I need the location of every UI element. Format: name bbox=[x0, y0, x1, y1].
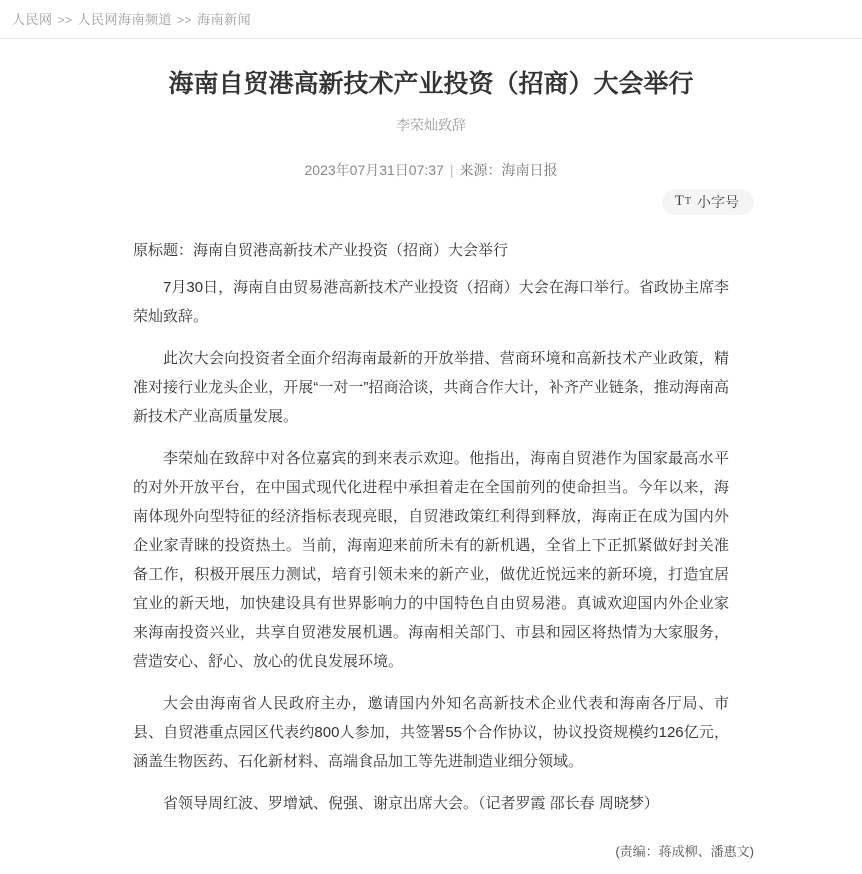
article-paragraph: 7月30日，海南自由贸易港高新技术产业投资（招商）大会在海口举行。省政协主席李荣灿致辞。 bbox=[133, 279, 729, 325]
breadcrumb-link-hainan-news[interactable]: 海南新闻 bbox=[197, 12, 252, 27]
editor-credit: (责编：蒋成柳、潘惠文) bbox=[615, 844, 754, 859]
breadcrumb bbox=[0, 0, 862, 39]
breadcrumb-link-hainan-channel[interactable]: 人民网海南频道 bbox=[77, 12, 173, 27]
breadcrumb-link-peoples-daily[interactable]: 人民网 bbox=[12, 12, 53, 27]
article-body bbox=[108, 236, 754, 818]
font-size-label: 小字号 bbox=[697, 193, 739, 210]
breadcrumb-separator: >> bbox=[177, 13, 193, 27]
article-meta bbox=[108, 160, 754, 180]
font-size-button[interactable] bbox=[662, 189, 754, 215]
breadcrumb-separator: >> bbox=[57, 13, 73, 27]
article-paragraph: 此次大会向投资者全面介绍海南最新的开放举措、营商环境和高新技术产业政策，精准对接行业龙头企业，开展“一对一”招商洽谈，共商合作大计，补齐产业链条，推动海南高新技术产业高质量发展。 bbox=[133, 350, 729, 425]
font-size-icon: T bbox=[674, 193, 684, 209]
article bbox=[108, 39, 754, 874]
article-subtitle: 李荣灿致辞 bbox=[396, 117, 466, 133]
publish-date: 2023年07月31日07:37 bbox=[304, 162, 444, 178]
meta-separator: | bbox=[449, 162, 454, 178]
page-title: 海南自贸港高新技术产业投资（招商）大会举行 bbox=[168, 70, 694, 98]
font-size-icon: T bbox=[684, 195, 691, 207]
article-paragraph: 省领导周红波、罗增斌、倪强、谢京出席大会。（记者罗霞 邵长春 周晓梦） bbox=[163, 795, 659, 812]
article-toolbar bbox=[108, 189, 754, 215]
article-paragraph: 大会由海南省人民政府主办，邀请国内外知名高新技术企业代表和海南各厅局、市县、自贸港重点园区代表约800人参加，共签署55个合作协议，协议投资规模约126亿元，涵盖生物医药、石化新材料、高端食品加工等先进制造业细分领域。 bbox=[133, 695, 729, 770]
article-paragraph: 李荣灿在致辞中对各位嘉宾的到来表示欢迎。他指出，海南自贸港作为国家最高水平的对外开放平台，在中国式现代化进程中承担着走在全国前列的使命担当。今年以来，海南体现外向型特征的经济指标表现亮眼，自贸港政策红利得到释放，海南正在成为国内外企业家青睐的投资热土。当前，海南迎来前所未有的新机遇，全省上下正抓紧做好封关准备工作，积极开展压力测试，培育引领未来的新产业，做优近悦远来的新环境，打造宜居宜业的新天地，加快建设具有世界影响力的中国特色自由贸易港。真诚欢迎国内外企业家来海南投资兴业，共享自贸港发展机遇。海南相关部门、市县和园区将热情为大家服务，营造安心、舒心、放心的优良发展环境。 bbox=[133, 450, 729, 670]
original-title: 原标题：海南自贸港高新技术产业投资（招商）大会举行 bbox=[133, 242, 509, 259]
article-source: 来源：海南日报 bbox=[459, 162, 558, 178]
